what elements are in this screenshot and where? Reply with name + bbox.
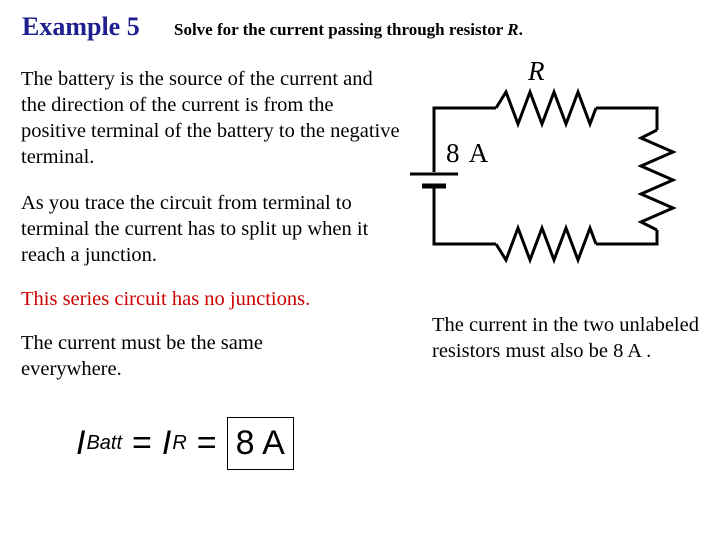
- resistor-right: [641, 130, 673, 230]
- instruction-resistor: R: [507, 20, 519, 39]
- equals-sign-2: =: [196, 423, 217, 462]
- resistor-r: [496, 92, 596, 124]
- resistor-bottom: [496, 228, 596, 260]
- current-equation: [76, 414, 294, 472]
- right-wire: [596, 230, 657, 244]
- answer-box: 8 A: [227, 417, 294, 470]
- equals-sign: =: [132, 423, 152, 462]
- paragraph-trace-circuit: As you trace the circuit from terminal to terminal the current has to split up when it reach a junction.: [21, 192, 369, 266]
- resistor-current-subscript: R: [172, 431, 187, 454]
- battery-icon: [410, 174, 458, 186]
- current-label: 8 A: [446, 138, 491, 168]
- page-title: Example 5: [22, 12, 140, 41]
- paragraph-no-junctions: This series circuit has no junctions.: [21, 288, 311, 310]
- battery-current-subscript: Batt: [86, 431, 123, 454]
- paragraph-unlabeled-resistors: The current in the two unlabeled resistors must also be 8 A .: [432, 314, 699, 362]
- bottom-wire: [434, 188, 496, 244]
- resistor-r-label: R: [528, 56, 545, 86]
- resistor-current-symbol: I: [161, 423, 172, 462]
- paragraph-battery-source: The battery is the source of the current and the direction of the current is from the positive terminal of the battery to the negative terminal.: [21, 68, 400, 168]
- instruction-end: .: [518, 20, 523, 39]
- battery-current-symbol: I: [76, 423, 86, 462]
- paragraph-same-everywhere: The current must be the same everywhere.: [21, 332, 263, 380]
- instruction-text: Solve for the current passing through resistor: [174, 20, 508, 39]
